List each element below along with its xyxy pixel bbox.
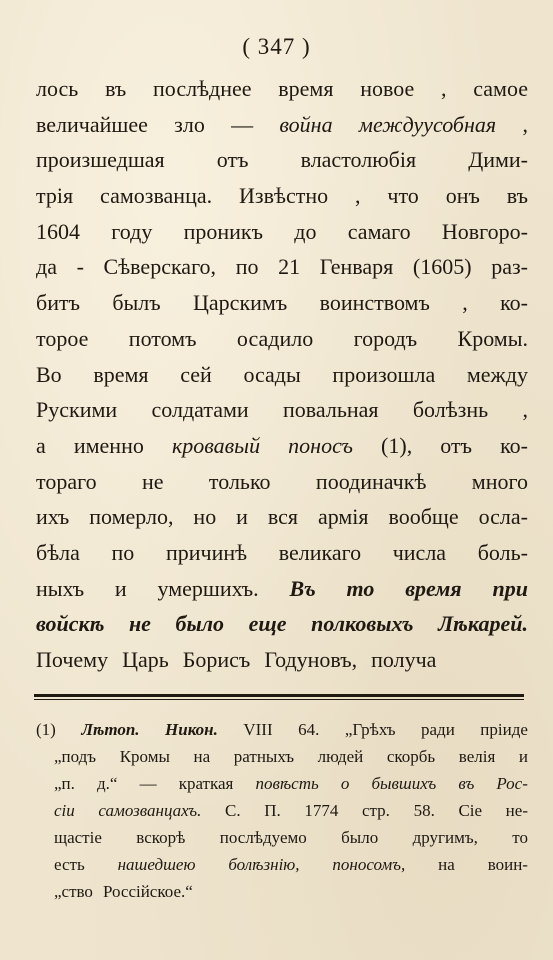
text-line: [36, 576, 528, 612]
word: время: [93, 361, 149, 387]
word: воинствомъ: [319, 290, 430, 316]
word: новое: [360, 76, 415, 101]
word: солдатами: [151, 397, 249, 423]
word: на: [438, 855, 455, 874]
word: Въ: [289, 575, 316, 601]
word: армія: [317, 504, 369, 530]
word: вскорѣ: [136, 828, 186, 847]
word: 58.: [413, 801, 435, 820]
word: Россійское.“: [102, 882, 193, 901]
word: раз-: [491, 254, 528, 280]
word: ,: [522, 111, 528, 137]
word: осады: [243, 361, 301, 387]
text-line: [36, 290, 528, 326]
word: померло,: [89, 504, 174, 530]
word: Никон.: [165, 720, 218, 739]
word: то: [512, 828, 528, 847]
text-line: [36, 254, 528, 290]
text-line: [36, 112, 528, 148]
word: Рос-: [496, 774, 528, 793]
text-line: [36, 504, 528, 540]
word: Сіе: [458, 801, 483, 820]
word: скорбь: [386, 747, 436, 766]
word: „Грѣхъ: [344, 720, 396, 739]
word: въ: [458, 774, 475, 793]
word: повальная: [283, 397, 379, 423]
word: бывшихъ: [371, 774, 437, 793]
word: (1): [36, 720, 56, 739]
word: 64.: [298, 720, 320, 739]
word: послѣднее: [153, 76, 252, 101]
word: 21: [278, 254, 301, 280]
word: —: [139, 774, 157, 793]
word: и: [236, 504, 248, 530]
word: трія: [36, 183, 74, 209]
word: былъ: [112, 290, 161, 316]
word: воин-: [487, 855, 528, 874]
word: кровавый: [171, 432, 261, 458]
word: Новгоро-: [441, 218, 528, 244]
word: въ: [105, 76, 127, 101]
word: умершихъ.: [157, 575, 259, 601]
word: битъ: [36, 290, 80, 316]
word: бѣла: [36, 539, 80, 565]
word: еще: [248, 611, 287, 637]
footnote-line: [36, 774, 528, 801]
word: Генваря: [319, 254, 394, 280]
word: П.: [264, 801, 281, 820]
word: другимъ,: [412, 828, 478, 847]
word: есть: [54, 855, 85, 874]
word: стр.: [362, 801, 390, 820]
word: Почему: [36, 647, 109, 672]
word: по: [235, 254, 259, 280]
word: д.“: [97, 774, 118, 793]
word: потомъ: [128, 325, 197, 351]
word: самозванца.: [100, 183, 213, 209]
word: Годуновъ,: [264, 647, 358, 672]
word: только: [208, 468, 271, 494]
word: ,: [440, 76, 447, 101]
word: ратныхъ: [233, 747, 294, 766]
word: Кромы: [119, 747, 170, 766]
word: сей: [180, 361, 212, 387]
word: Во: [36, 361, 62, 387]
word: ныхъ: [36, 575, 85, 601]
word: болѣзнію,: [228, 855, 300, 874]
word: величайшее: [36, 111, 148, 137]
word: торое: [36, 325, 89, 351]
word: отъ: [216, 147, 249, 173]
word: ко-: [500, 290, 528, 316]
word: 1774: [304, 801, 339, 820]
word: вообще: [388, 504, 459, 530]
text-line: [36, 219, 528, 255]
word: самаго: [347, 218, 411, 244]
word: не: [141, 468, 164, 494]
word: проникъ: [183, 218, 263, 244]
word: ихъ: [36, 504, 70, 530]
word: 1604: [36, 218, 80, 244]
word: отъ: [440, 432, 472, 458]
word: „ство: [54, 882, 93, 901]
word: Извѣстно: [239, 183, 329, 209]
word: по: [111, 539, 135, 565]
text-line: [36, 433, 528, 469]
main-text: [36, 76, 528, 683]
word: Рускими: [36, 397, 118, 423]
word: вся: [267, 504, 299, 530]
word: и: [518, 747, 528, 766]
word: въ: [506, 183, 528, 209]
word: получа: [371, 647, 437, 672]
word: пріиде: [480, 720, 528, 739]
footnote-line: [36, 855, 528, 882]
word: боль-: [477, 539, 528, 565]
word: причинѣ: [165, 539, 248, 565]
footnote-line: [36, 801, 528, 828]
text-line: [36, 647, 528, 683]
word: то: [346, 575, 375, 601]
word: полковыхъ: [311, 611, 414, 637]
text-line: [36, 540, 528, 576]
word: ради: [421, 720, 455, 739]
word: но: [193, 504, 217, 530]
word: Царскимъ: [193, 290, 288, 316]
text-line: [36, 469, 528, 505]
word: —: [231, 111, 254, 137]
word: (1),: [381, 432, 413, 458]
footnote: [36, 720, 528, 909]
word: да: [36, 254, 57, 280]
word: году: [111, 218, 153, 244]
word: произшедшая: [36, 147, 165, 173]
word: повѣсть: [255, 774, 319, 793]
word: властолюбія: [300, 147, 417, 173]
word: не-: [505, 801, 528, 820]
text-line: [36, 147, 528, 183]
word: время: [278, 76, 334, 101]
word: ,: [522, 397, 528, 423]
word: не: [128, 611, 151, 637]
word: зло: [174, 111, 205, 137]
text-line: [36, 183, 528, 219]
word: ,: [462, 290, 468, 316]
word: было: [341, 828, 379, 847]
word: между: [466, 361, 528, 387]
word: нашедшею: [117, 855, 196, 874]
word: С.: [225, 801, 241, 820]
word: что: [387, 183, 419, 209]
text-line: [36, 397, 528, 433]
word: щастіе: [54, 828, 102, 847]
word: время: [405, 575, 462, 601]
word: Кромы.: [457, 325, 528, 351]
word: Дими-: [468, 147, 528, 173]
word: Лѣкарей.: [438, 611, 528, 637]
word: на: [193, 747, 211, 766]
word: „подъ: [54, 747, 97, 766]
footnote-line: [36, 828, 528, 855]
word: поодиначкѣ: [315, 468, 427, 494]
word: при: [492, 575, 528, 601]
word: людей: [317, 747, 364, 766]
word: числа: [392, 539, 447, 565]
word: Борисъ: [182, 647, 251, 672]
word: сіи: [54, 801, 75, 820]
text-line: [36, 326, 528, 362]
word: Царь: [122, 647, 169, 672]
footnote-line: [36, 720, 528, 747]
word: ,: [355, 183, 361, 209]
word: послѣдуемо: [219, 828, 307, 847]
word: поносъ: [288, 432, 353, 458]
word: краткая: [178, 774, 234, 793]
word: ко-: [500, 432, 528, 458]
word: (1605): [412, 254, 472, 280]
word: именно: [73, 432, 144, 458]
word: великаго: [278, 539, 362, 565]
text-line: [36, 611, 528, 647]
page-number: ( 347 ): [242, 34, 311, 59]
word: осла-: [478, 504, 528, 530]
text-line: [36, 362, 528, 398]
word: велія: [458, 747, 496, 766]
word: осадило: [236, 325, 314, 351]
word: много: [471, 468, 528, 494]
word: междуусобная: [358, 111, 497, 137]
word: а: [36, 432, 46, 458]
footnote-separator-rule: [34, 694, 524, 700]
text-line: [36, 76, 528, 112]
word: тораго: [36, 468, 97, 494]
footnote-line: [36, 882, 528, 909]
word: -: [76, 254, 84, 280]
word: поносомъ,: [332, 855, 406, 874]
word: Лѣтоп.: [81, 720, 140, 739]
word: VIII: [243, 720, 273, 739]
word: Сѣверскаго,: [103, 254, 217, 280]
word: до: [294, 218, 317, 244]
word: онъ: [445, 183, 480, 209]
word: городъ: [353, 325, 418, 351]
word: было: [175, 611, 225, 637]
word: „п.: [54, 774, 75, 793]
word: самозванцахъ.: [98, 801, 202, 820]
word: лось: [36, 76, 79, 101]
word: о: [340, 774, 350, 793]
word: войскѣ: [36, 611, 105, 637]
word: война: [279, 111, 333, 137]
word: самое: [473, 76, 528, 101]
footnote-line: [36, 747, 528, 774]
word: болѣзнь: [412, 397, 489, 423]
word: произошла: [332, 361, 436, 387]
word: и: [114, 575, 127, 601]
